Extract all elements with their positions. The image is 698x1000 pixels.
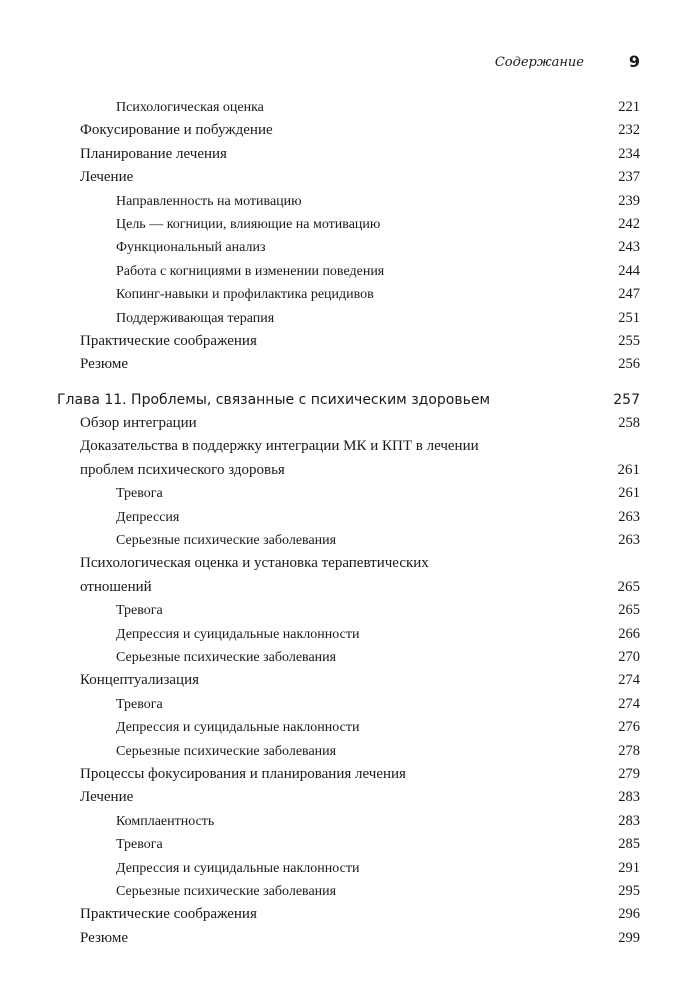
toc-entry-title: Серьезные психические заболевания [116, 649, 337, 665]
toc-entry-page: 299 [618, 929, 640, 946]
toc-entry-page: 276 [618, 719, 640, 736]
toc-entry-page: 263 [618, 508, 640, 525]
toc-entry-page: 255 [618, 332, 640, 349]
toc-entry-title: Лечение [80, 789, 134, 806]
toc-entry [0, 623, 698, 646]
toc-entry [0, 810, 698, 833]
toc-entry-page: 263 [618, 532, 640, 549]
toc-entry [0, 166, 698, 189]
toc-entry [0, 599, 698, 622]
toc-entry-page: 261 [618, 485, 640, 502]
toc-entry-title: Функциональный анализ [116, 240, 266, 256]
toc-entry [0, 880, 698, 903]
toc-entry-title: Депрессия [116, 509, 180, 525]
toc-entry [0, 96, 698, 119]
toc-entry-title: Резюме [80, 356, 129, 373]
toc-entry-title-cont: отношений [80, 578, 152, 595]
toc-entry-page: 270 [618, 648, 640, 665]
toc-entry [0, 903, 698, 926]
toc-entry-title: Направленность на мотивацию [116, 193, 302, 209]
toc-entry-title: Серьезные психические заболевания [116, 743, 337, 759]
toc-entry-page: 247 [618, 286, 640, 303]
toc-entry [0, 833, 698, 856]
toc-entry-title: Серьезные психические заболевания [116, 883, 337, 899]
toc-entry-title: Психологическая оценка [116, 100, 264, 115]
toc-entry [0, 927, 698, 950]
toc-entry [0, 716, 698, 739]
toc-entry-title: Комплаентность [116, 813, 215, 829]
toc-entry [0, 693, 698, 716]
toc-entry-title: Практические соображения [80, 906, 257, 923]
toc-entry-page: 242 [618, 215, 640, 232]
toc-chapter-page: 257 [613, 391, 640, 408]
toc-entry-page: 278 [618, 742, 640, 759]
toc-entry-title: Цель — когниции, влияющие на мотивацию [116, 216, 381, 232]
toc-entry [0, 353, 698, 376]
toc-entry-page: 221 [618, 99, 640, 115]
toc-entry-page: 234 [618, 145, 640, 162]
toc-entry-title: Доказательства в поддержку интеграции МК и КПТ в лечении [80, 438, 479, 455]
toc-entry [0, 213, 698, 236]
toc-entry [0, 857, 698, 880]
toc-entry-page: 232 [618, 122, 640, 139]
toc-entry-title: Работа с когнициями в изменении поведения [116, 263, 385, 279]
toc-entry-title: Депрессия и суицидальные наклонности [116, 860, 360, 876]
toc-entry-title: Лечение [80, 169, 134, 186]
toc-entry-title: Тревога [116, 837, 163, 853]
toc-entry-continuation [0, 576, 698, 599]
toc-entry-title-cont: проблем психического здоровья [80, 461, 285, 478]
toc-entry [0, 412, 698, 435]
toc-entry-page: 265 [617, 578, 640, 595]
toc-chapter-title: Глава 11. Проблемы, связанные с психическим здоровьем [57, 391, 491, 408]
toc-entry-title: Психологическая оценка и установка терапевтических [80, 555, 429, 572]
toc-entry-title: Концептуализация [80, 672, 199, 689]
toc-entry-page: 291 [618, 859, 640, 876]
toc-entry-title: Поддерживающая терапия [116, 310, 275, 326]
toc-entry-title: Планирование лечения [80, 145, 227, 162]
toc-entry-page: 285 [618, 836, 640, 853]
page-number: 9 [628, 52, 640, 71]
toc-entry-page: 265 [618, 602, 640, 619]
toc-entry [0, 236, 698, 259]
running-head-title: Содержание [494, 55, 584, 70]
table-of-contents [0, 96, 698, 950]
running-head [80, 52, 640, 74]
toc-entry [0, 763, 698, 786]
toc-entry [0, 330, 698, 353]
toc-entry [0, 506, 698, 529]
toc-entry-page: 295 [618, 882, 640, 899]
toc-chapter-heading [0, 389, 698, 412]
toc-entry-page: 279 [618, 765, 640, 782]
toc-entry [0, 260, 698, 283]
toc-entry-page: 283 [618, 812, 640, 829]
toc-entry-page: 258 [618, 415, 640, 432]
toc-entry [0, 482, 698, 505]
toc-entry-page: 256 [618, 356, 640, 373]
toc-entry-title: Процессы фокусирования и планирования лечения [80, 765, 406, 782]
toc-entry [0, 552, 698, 575]
toc-entry-page: 274 [618, 695, 640, 712]
toc-entry-continuation [0, 459, 698, 482]
toc-entry [0, 786, 698, 809]
toc-entry-page: 243 [618, 239, 640, 256]
toc-entry [0, 646, 698, 669]
toc-entry [0, 283, 698, 306]
toc-entry [0, 119, 698, 142]
toc-entry-page: 274 [618, 672, 640, 689]
toc-entry-title: Фокусирование и побуждение [80, 122, 273, 139]
toc-entry-page: 261 [617, 461, 640, 478]
toc-entry [0, 190, 698, 213]
toc-entry-page: 251 [618, 309, 640, 326]
toc-entry-title: Резюме [80, 929, 129, 946]
toc-entry-title: Тревога [116, 696, 163, 712]
toc-entry [0, 529, 698, 552]
toc-entry-page: 239 [618, 192, 640, 209]
toc-entry-title: Серьезные психические заболевания [116, 533, 337, 549]
toc-entry-title: Практические соображения [80, 332, 257, 349]
toc-entry [0, 143, 698, 166]
toc-entry-page: 283 [618, 789, 640, 806]
toc-entry-page: 296 [618, 906, 640, 923]
toc-entry-title: Обзор интеграции [80, 415, 197, 432]
toc-entry-title: Депрессия и суицидальные наклонности [116, 626, 360, 642]
toc-entry-page: 244 [618, 262, 640, 279]
toc-entry [0, 435, 698, 458]
toc-entry-page: 266 [618, 625, 640, 642]
toc-entry [0, 669, 698, 692]
toc-entry-title: Депрессия и суицидальные наклонности [116, 720, 360, 736]
toc-entry-title: Тревога [116, 486, 163, 502]
toc-entry [0, 307, 698, 330]
toc-entry-title: Тревога [116, 603, 163, 619]
toc-entry-page: 237 [618, 169, 640, 186]
toc-entry [0, 740, 698, 763]
toc-entry-title: Копинг-навыки и профилактика рецидивов [116, 287, 374, 303]
